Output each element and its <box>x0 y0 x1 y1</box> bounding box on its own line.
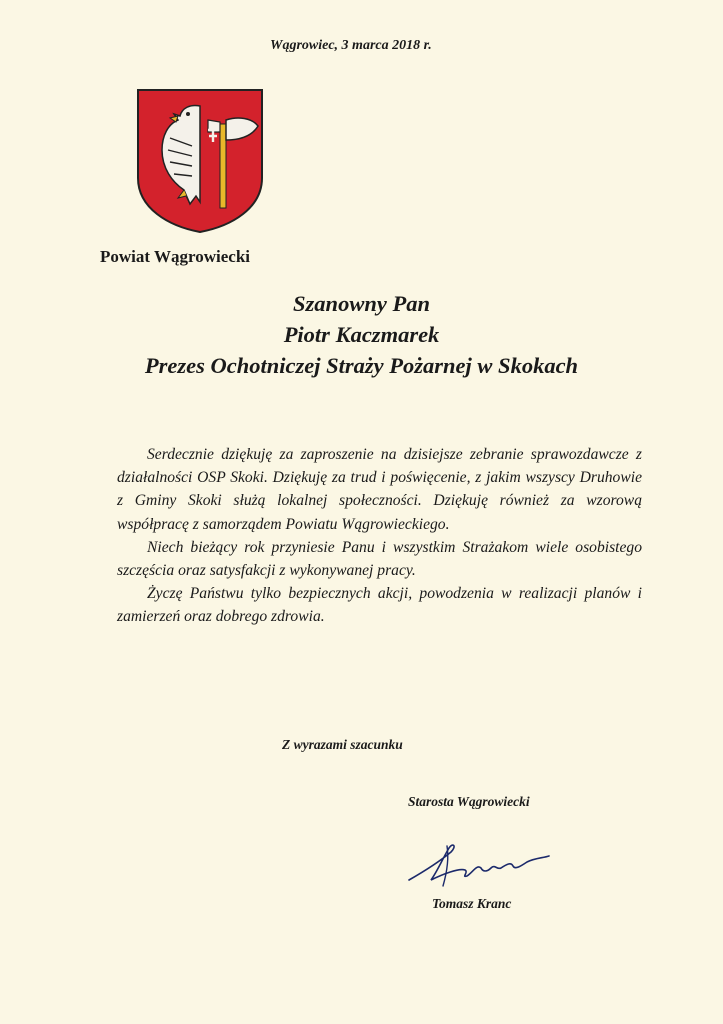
body-paragraph: Serdecznie dziękuję za zaproszenie na dzisiejsze zebranie sprawozdawcze z działalności OSP Skoki. Dziękuję za trud i poświęcenie, z jakim wszyscy Druhowie z Gminy Skoki służą lokalnej społeczności. Dziękuję również za wzorową współpracę z samorządem Powiatu Wągrowieckiego. <box>117 446 642 533</box>
recipient-name: Piotr Kaczmarek <box>283 322 440 347</box>
handwritten-signature-icon <box>403 828 553 890</box>
recipient-block <box>0 288 723 381</box>
letter-body <box>117 443 642 629</box>
signer-name: Tomasz Kranc <box>432 896 512 911</box>
signer-title: Starosta Wągrowiecki <box>408 794 530 809</box>
closing-regards: Z wyrazami szacunku <box>282 737 403 752</box>
county-name: Powiat Wągrowiecki <box>100 247 250 266</box>
body-paragraph: Życzę Państwu tylko bezpiecznych akcji, powodzenia w realizacji planów i zamierzeń oraz dobrego zdrowia. <box>117 585 642 626</box>
body-paragraph: Niech bieżący rok przyniesie Panu i wszystkim Strażakom wiele osobistego szczęścia oraz satysfakcji z wykonywanej pracy. <box>117 538 642 580</box>
salutation: Szanowny Pan <box>293 291 430 316</box>
coat-of-arms-icon <box>134 86 266 234</box>
recipient-position: Prezes Ochotniczej Straży Pożarnej w Skokach <box>144 353 579 378</box>
place-date: Wągrowiec, 3 marca 2018 r. <box>270 38 432 53</box>
